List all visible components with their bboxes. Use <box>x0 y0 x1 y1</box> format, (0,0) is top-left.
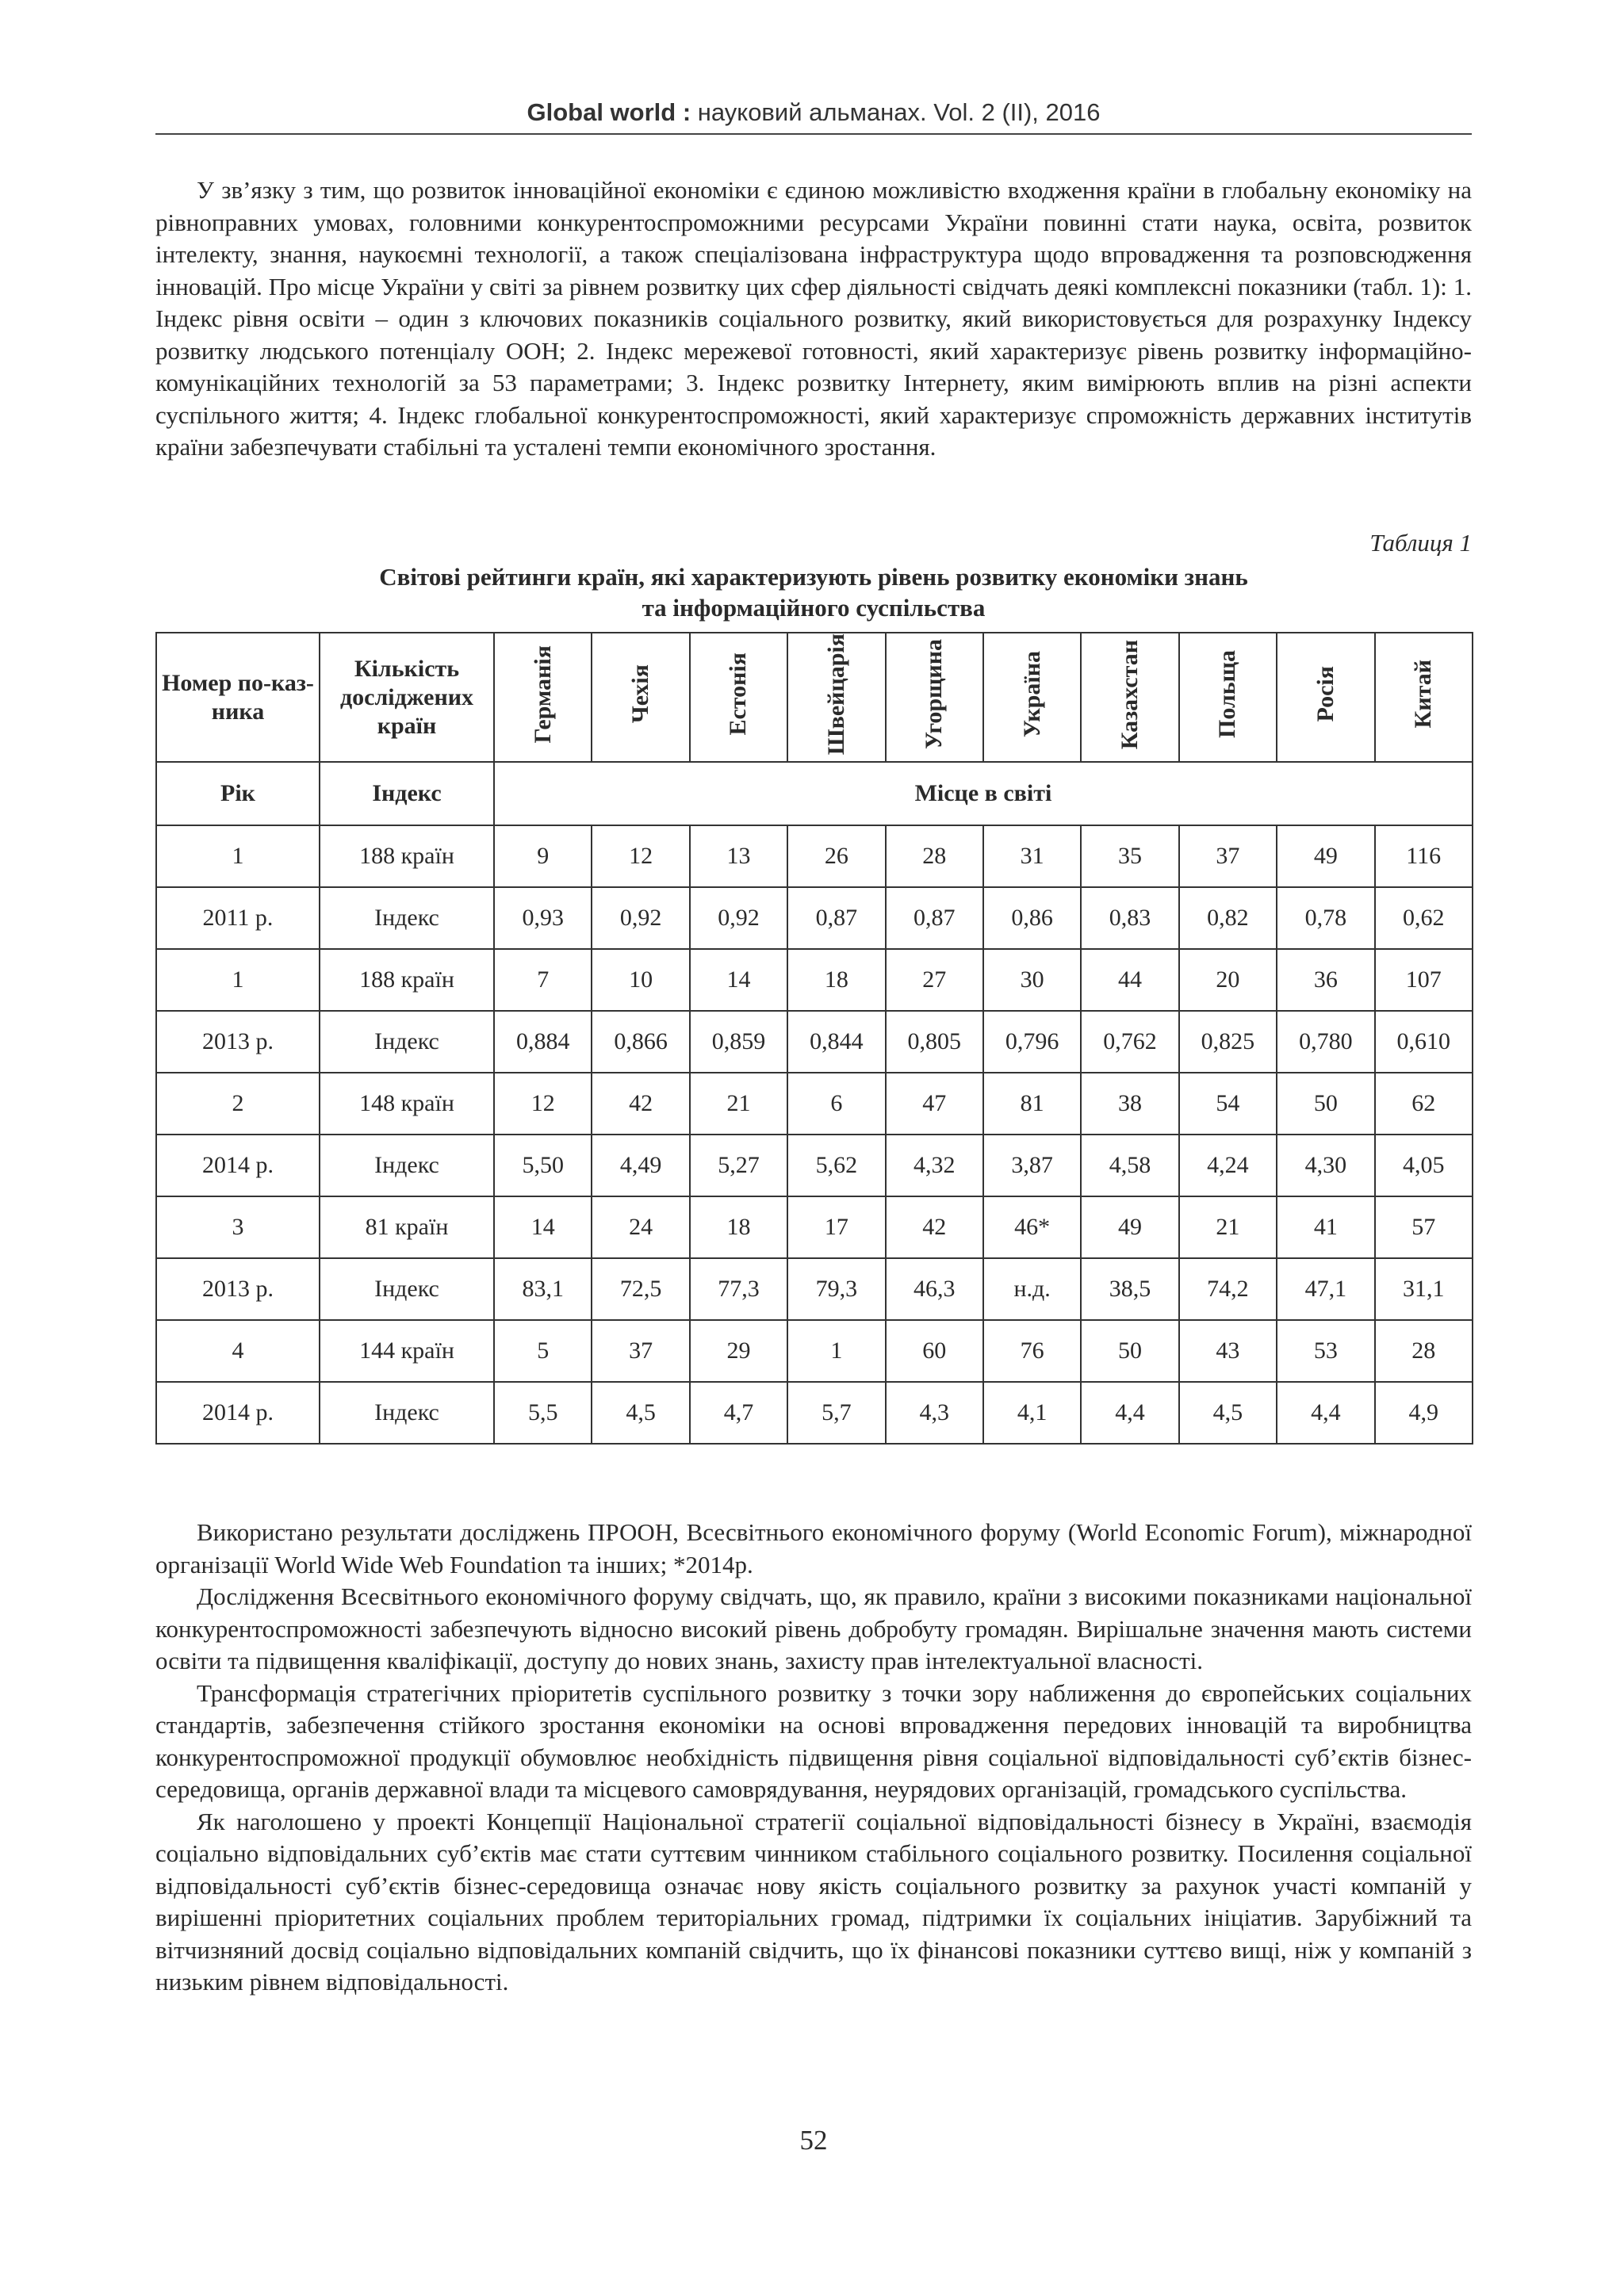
table-cell: 5,27 <box>690 1135 787 1196</box>
table-label: Таблиця 1 <box>1369 529 1472 557</box>
table-cell: 21 <box>690 1073 787 1135</box>
table-title-line-1: Світові рейтинги країн, які характеризують рівень розвитку економіки знань <box>379 563 1248 591</box>
paragraph-wef: Дослідження Всесвітнього економічного форуму свідчать, що, як правило, країни з високими показниками національної конкурентоспроможності забезпечують відносно високий рівень добробуту громадян. Вирішальне значення мають системи освіти та підвищення кваліфікації, доступу до нових знань, захисту прав інтелектуальної власності. <box>155 1582 1472 1674</box>
table-cell: 4,30 <box>1277 1135 1374 1196</box>
table-row <box>156 1382 1473 1444</box>
table-cell: 10 <box>592 949 689 1011</box>
table-row <box>156 1073 1473 1135</box>
table-cell: 116 <box>1375 825 1473 887</box>
table-cell: 27 <box>886 949 983 1011</box>
table-cell: 77,3 <box>690 1258 787 1320</box>
table-cell: 0,762 <box>1081 1011 1178 1073</box>
header-country: Україна <box>983 633 1081 762</box>
table-row <box>156 1320 1473 1382</box>
table-cell: 5,5 <box>494 1382 592 1444</box>
header-country: Польща <box>1179 633 1277 762</box>
table-row <box>156 1196 1473 1258</box>
row-sublabel: 188 країн <box>320 825 494 887</box>
rankings-table <box>155 632 1473 1445</box>
row-sublabel: 188 країн <box>320 949 494 1011</box>
row-label: 1 <box>156 949 320 1011</box>
table-cell: 28 <box>1375 1320 1473 1382</box>
table-cell: 47,1 <box>1277 1258 1374 1320</box>
table-cell: 47 <box>886 1073 983 1135</box>
table-cell: 57 <box>1375 1196 1473 1258</box>
header-country: Угорщина <box>886 633 983 762</box>
table-cell: 35 <box>1081 825 1178 887</box>
header-country: Чехія <box>592 633 689 762</box>
row-sublabel: Індекс <box>320 1011 494 1073</box>
table-cell: 31,1 <box>1375 1258 1473 1320</box>
header-country: Росія <box>1277 633 1374 762</box>
table-cell: 5,50 <box>494 1135 592 1196</box>
row-label: 3 <box>156 1196 320 1258</box>
table-cell: 5 <box>494 1320 592 1382</box>
table-cell: 0,83 <box>1081 887 1178 949</box>
table-cell: 4,49 <box>592 1135 689 1196</box>
table-cell: 0,92 <box>592 887 689 949</box>
table-cell: 0,780 <box>1277 1011 1374 1073</box>
table-cell: 4,5 <box>1179 1382 1277 1444</box>
table-cell: 0,859 <box>690 1011 787 1073</box>
row-label: 4 <box>156 1320 320 1382</box>
table-cell: 54 <box>1179 1073 1277 1135</box>
table-cell: 46* <box>983 1196 1081 1258</box>
row-sublabel: 148 країн <box>320 1073 494 1135</box>
table-cell: 0,844 <box>787 1011 885 1073</box>
header-country: Естонія <box>690 633 787 762</box>
row-label: 2 <box>156 1073 320 1135</box>
table-cell: 31 <box>983 825 1081 887</box>
table-cell: 79,3 <box>787 1258 885 1320</box>
table-cell: 4,3 <box>886 1382 983 1444</box>
row-label: 1 <box>156 825 320 887</box>
table-cell: 60 <box>886 1320 983 1382</box>
table-cell: 38 <box>1081 1073 1178 1135</box>
table-cell: 49 <box>1277 825 1374 887</box>
header-indicator-number: Номер по-каз-ника <box>156 633 320 762</box>
table-cell: 18 <box>690 1196 787 1258</box>
table-row <box>156 949 1473 1011</box>
table-cell: н.д. <box>983 1258 1081 1320</box>
table-cell: 7 <box>494 949 592 1011</box>
journal-name: Global world : <box>527 98 691 126</box>
table-row <box>156 887 1473 949</box>
row-label: 2011 р. <box>156 887 320 949</box>
table-cell: 74,2 <box>1179 1258 1277 1320</box>
table-cell: 5,62 <box>787 1135 885 1196</box>
table-title-line-2: та інформаційного суспільства <box>642 594 986 622</box>
table-cell: 0,866 <box>592 1011 689 1073</box>
header-countries-count: Кількість досліджених країн <box>320 633 494 762</box>
table-cell: 18 <box>787 949 885 1011</box>
row-label: 2013 р. <box>156 1258 320 1320</box>
header-world-place: Місце в світі <box>494 762 1473 825</box>
table-cell: 44 <box>1081 949 1178 1011</box>
table-cell: 21 <box>1179 1196 1277 1258</box>
table-cell: 5,7 <box>787 1382 885 1444</box>
table-cell: 0,805 <box>886 1011 983 1073</box>
row-sublabel: Індекс <box>320 1382 494 1444</box>
row-label: 2014 р. <box>156 1135 320 1196</box>
table-cell: 4,7 <box>690 1382 787 1444</box>
after-text <box>155 1517 1472 1999</box>
row-sublabel: 81 країн <box>320 1196 494 1258</box>
table-cell: 4,1 <box>983 1382 1081 1444</box>
table-cell: 0,87 <box>787 887 885 949</box>
table-cell: 4,32 <box>886 1135 983 1196</box>
header-country: Германія <box>494 633 592 762</box>
table-cell: 107 <box>1375 949 1473 1011</box>
intro-text <box>155 174 1472 464</box>
header-country: Швейцарія <box>787 633 885 762</box>
table-cell: 0,62 <box>1375 887 1473 949</box>
table-cell: 4,58 <box>1081 1135 1178 1196</box>
table-cell: 50 <box>1277 1073 1374 1135</box>
table-cell: 3,87 <box>983 1135 1081 1196</box>
table-cell: 20 <box>1179 949 1277 1011</box>
table-cell: 4,4 <box>1081 1382 1178 1444</box>
table-cell: 29 <box>690 1320 787 1382</box>
table-cell: 0,86 <box>983 887 1081 949</box>
table-cell: 36 <box>1277 949 1374 1011</box>
table-cell: 4,5 <box>592 1382 689 1444</box>
table-cell: 0,796 <box>983 1011 1081 1073</box>
paragraph-transformation: Трансформація стратегічних пріоритетів суспільного розвитку з точки зору наближення до європейських соціальних стандартів, забезпечення стійкого зростання економіки на основі впровадження передових інновацій та виробництва конкурентоспроможної продукції обумовлює необхідність підвищення рівня соціальної відповідальності суб’єктів бізнес-середовища, органів державної влади та місцевого самоврядування, неурядових організацій, громадського суспільства. <box>155 1678 1472 1803</box>
table-title <box>155 561 1472 623</box>
table-cell: 6 <box>787 1073 885 1135</box>
running-header <box>155 98 1472 135</box>
table-cell: 0,78 <box>1277 887 1374 949</box>
table-cell: 13 <box>690 825 787 887</box>
table-cell: 4,4 <box>1277 1382 1374 1444</box>
header-country: Казахстан <box>1081 633 1178 762</box>
journal-issue: науковий альманах. Vol. 2 (II), 2016 <box>691 98 1101 126</box>
table-cell: 0,884 <box>494 1011 592 1073</box>
source-note: Використано результати досліджень ПРООН, Всесвітнього економічного форуму (World Economic Forum), міжнародної організації World Wide Web Foundation та інших; *2014р. <box>155 1518 1472 1578</box>
table-cell: 38,5 <box>1081 1258 1178 1320</box>
table-cell: 0,87 <box>886 887 983 949</box>
table-cell: 12 <box>494 1073 592 1135</box>
table-cell: 42 <box>592 1073 689 1135</box>
table-cell: 53 <box>1277 1320 1374 1382</box>
table-cell: 50 <box>1081 1320 1178 1382</box>
paragraph-concept: Як наголошено у проекті Концепції Національної стратегії соціальної відповідальності бізнесу в Україні, взаємодія соціально відповідальних суб’єктів має стати суттєвим чинником стабільного соціального розвитку. Посилення соціальної відповідальності суб’єктів бізнес-середовища означає нову якість соціального розвитку за рахунок участі компаній у вирішенні пріоритетних соціальних проблем територіальних громад, підтримки їх соціальних ініціатив. Зарубіжний та вітчизняний досвід соціально відповідальних компаній свідчить, що їх фінансові показники суттєво вищі, ніж у компаній з низьким рівнем відповідальності. <box>155 1807 1472 1996</box>
table-cell: 28 <box>886 825 983 887</box>
table-row <box>156 1135 1473 1196</box>
table-cell: 81 <box>983 1073 1081 1135</box>
page-number: 52 <box>799 2125 828 2156</box>
table-cell: 4,9 <box>1375 1382 1473 1444</box>
row-sublabel: 144 країн <box>320 1320 494 1382</box>
table-row <box>156 1258 1473 1320</box>
table-cell: 0,610 <box>1375 1011 1473 1073</box>
table-cell: 0,825 <box>1179 1011 1277 1073</box>
table-cell: 62 <box>1375 1073 1473 1135</box>
table-cell: 14 <box>494 1196 592 1258</box>
intro-paragraph: У зв’язку з тим, що розвиток інноваційної економіки є єдиною можливістю входження країни в глобальну економіку на рівноправних умовах, головними конкурентоспроможними ресурсами України повинні стати наука, освіта, розвиток інтелекту, знання, наукоємні технології, а також спеціалізована інфраструктура щодо впровадження та розповсюдження інновацій. Про місце України у світі за рівнем розвитку цих сфер діяльності свідчать деякі комплексні показники (табл. 1): 1. Індекс рівня освіти – один з ключових показників соціального розвитку, який використовується для розрахунку Індексу розвитку людського потенціалу ООН; 2. Індекс мережевої готовності, який характеризує рівень розвитку інформаційно-комунікаційних технологій за 53 параметрами; 3. Індекс розвитку Інтернету, яким вимірюють вплив на різні аспекти суспільного життя; 4. Індекс глобальної конкурентоспроможності, який характеризує спроможність державних інститутів країни забезпечувати стабільні та усталені темпи економічного зростання. <box>155 176 1472 461</box>
table-cell: 83,1 <box>494 1258 592 1320</box>
table-row <box>156 825 1473 887</box>
table-cell: 30 <box>983 949 1081 1011</box>
table-cell: 72,5 <box>592 1258 689 1320</box>
row-label: 2013 р. <box>156 1011 320 1073</box>
table-body <box>156 825 1473 1444</box>
table-cell: 9 <box>494 825 592 887</box>
table-cell: 37 <box>1179 825 1277 887</box>
table-cell: 24 <box>592 1196 689 1258</box>
header-country: Китай <box>1375 633 1473 762</box>
table-cell: 37 <box>592 1320 689 1382</box>
table-cell: 12 <box>592 825 689 887</box>
header-index: Індекс <box>320 762 494 825</box>
header-year: Рік <box>156 762 320 825</box>
table-cell: 43 <box>1179 1320 1277 1382</box>
table-cell: 0,82 <box>1179 887 1277 949</box>
row-sublabel: Індекс <box>320 887 494 949</box>
table-cell: 0,92 <box>690 887 787 949</box>
table-cell: 41 <box>1277 1196 1374 1258</box>
table-cell: 46,3 <box>886 1258 983 1320</box>
table-cell: 1 <box>787 1320 885 1382</box>
table-cell: 14 <box>690 949 787 1011</box>
table-cell: 76 <box>983 1320 1081 1382</box>
table-row <box>156 1011 1473 1073</box>
table-cell: 17 <box>787 1196 885 1258</box>
row-label: 2014 р. <box>156 1382 320 1444</box>
row-sublabel: Індекс <box>320 1135 494 1196</box>
row-sublabel: Індекс <box>320 1258 494 1320</box>
table-cell: 4,24 <box>1179 1135 1277 1196</box>
table-cell: 0,93 <box>494 887 592 949</box>
table-cell: 4,05 <box>1375 1135 1473 1196</box>
table-cell: 42 <box>886 1196 983 1258</box>
table-cell: 26 <box>787 825 885 887</box>
table-cell: 49 <box>1081 1196 1178 1258</box>
